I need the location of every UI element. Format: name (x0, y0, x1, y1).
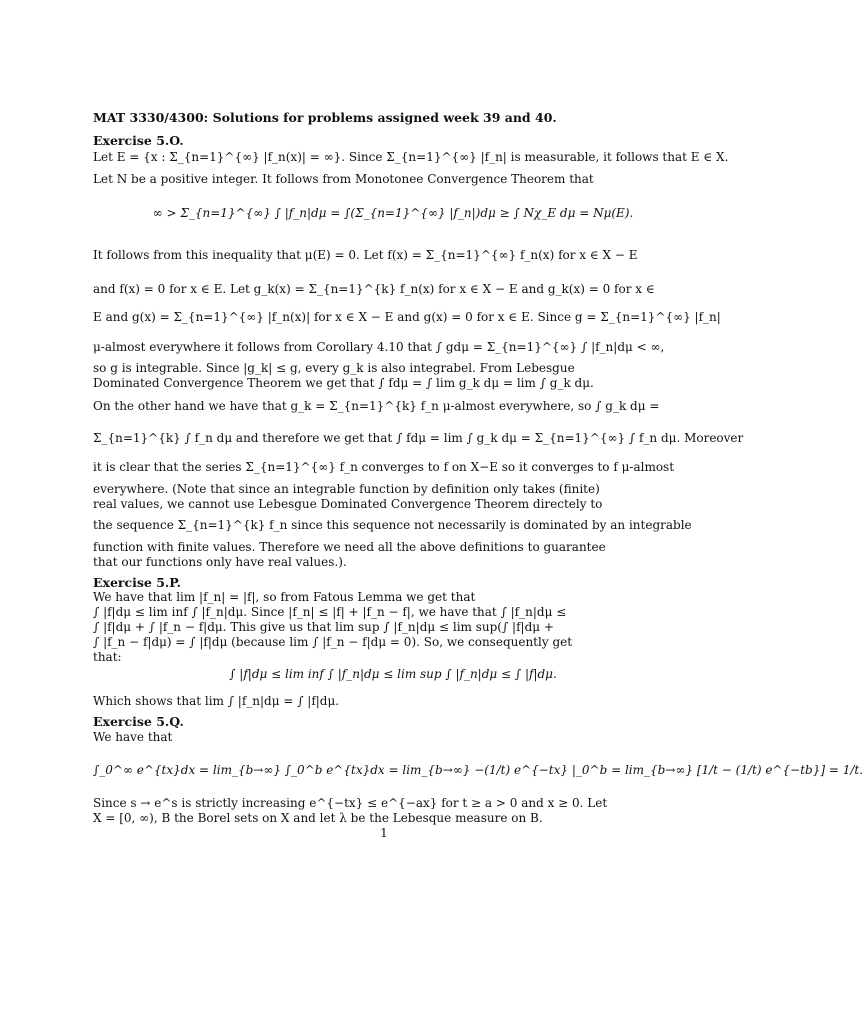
text-line: and f(x) = 0 for x ∈ E. Let g_k(x) = Σ_{n=1}^{k} f_n(x) for x ∈ X − E and g_k(x) = 0 for x ∈ (93, 282, 655, 296)
display-equation: ∞ > Σ_{n=1}^{∞} ∫ |f_n|dμ = ∫(Σ_{n=1}^{∞} |f_n|)dμ ≥ ∫ Nχ_E dμ = Nμ(E). (152, 206, 634, 220)
text-line: it is clear that the series Σ_{n=1}^{∞} f_n converges to f on X−E so it converges to f μ-almost (93, 460, 675, 474)
text-line: Let N be a positive integer. It follows from Monotonee Convergence Theorem that (93, 172, 594, 186)
section-heading: Exercise 5.P. (93, 575, 181, 590)
text-line: function with finite values. Therefore we need all the above definitions to guarantee (93, 540, 606, 554)
text-line: On the other hand we have that g_k = Σ_{n=1}^{k} f_n μ-almost everywhere, so ∫ g_k dμ = (93, 399, 660, 413)
text-line: ∫ |f_n − f|dμ) = ∫ |f|dμ (because lim ∫ |f_n − f|dμ = 0). So, we consequently get (93, 635, 573, 649)
text-line: It follows from this inequality that μ(E) = 0. Let f(x) = Σ_{n=1}^{∞} f_n(x) for x ∈ X − E (93, 248, 638, 262)
text-line: We have that (93, 730, 173, 744)
display-equation: ∫ |f|dμ ≤ lim inf ∫ |f_n|dμ ≤ lim sup ∫ |f_n|dμ ≤ ∫ |f|dμ. (229, 667, 557, 681)
text-line: ∫ |f|dμ + ∫ |f_n − f|dμ. This give us that lim sup ∫ |f_n|dμ ≤ lim sup(∫ |f|dμ + (93, 620, 554, 634)
text-line: Since s → e^s is strictly increasing e^{−tx} ≤ e^{−ax} for t ≥ a > 0 and x ≥ 0. Let (93, 796, 608, 810)
text-line: μ-almost everywhere it follows from Corollary 4.10 that ∫ gdμ = Σ_{n=1}^{∞} ∫ |f_n|dμ < ∞, (93, 340, 665, 354)
page-number: 1 (380, 826, 388, 840)
display-equation: ∫_0^∞ e^{tx}dx = lim_{b→∞} ∫_0^b e^{tx}dx = lim_{b→∞} −(1/t) e^{−tx} |_0^b = lim_{b→∞} [1/t − (1/t) e^{−tb}] = 1/t. (93, 763, 863, 777)
text-line: ∫ |f|dμ ≤ lim inf ∫ |f_n|dμ. Since |f_n| ≤ |f| + |f_n − f|, we have that ∫ |f_n|dμ ≤ (93, 605, 567, 619)
text-line: Let E = {x : Σ_{n=1}^{∞} |f_n(x)| = ∞}. Since Σ_{n=1}^{∞} |f_n| is measurable, it follows that E ∈ X. (93, 150, 729, 164)
text-line: everywhere. (Note that since an integrable function by definition only takes (finite) (93, 482, 600, 496)
text-line: X = [0, ∞), B the Borel sets on X and let λ be the Lebesque measure on B. (93, 811, 543, 825)
text-line: so g is integrable. Since |g_k| ≤ g, every g_k is also integrabel. From Lebesgue (93, 361, 575, 375)
text-line: Dominated Convergence Theorem we get that ∫ fdμ = ∫ lim g_k dμ = lim ∫ g_k dμ. (93, 376, 594, 390)
text-line: Σ_{n=1}^{k} ∫ f_n dμ and therefore we get that ∫ fdμ = lim ∫ g_k dμ = Σ_{n=1}^{∞} ∫ f_n dμ. Moreover (93, 431, 744, 445)
section-heading: Exercise 5.O. (93, 133, 184, 148)
text-line: real values, we cannot use Lebesgue Dominated Convergence Theorem directely to (93, 497, 603, 511)
text-line: We have that lim |f_n| = |f|, so from Fatous Lemma we get that (93, 590, 476, 604)
text-line: the sequence Σ_{n=1}^{k} f_n since this sequence not necessarily is dominated by an integrable (93, 518, 692, 532)
text-line: E and g(x) = Σ_{n=1}^{∞} |f_n(x)| for x ∈ X − E and g(x) = 0 for x ∈ E. Since g = Σ_{n=1}^{∞} |f_n| (93, 310, 721, 324)
text-line: Which shows that lim ∫ |f_n|dμ = ∫ |f|dμ. (93, 694, 340, 708)
text-line: that our functions only have real values.). (93, 555, 347, 569)
text-line: that: (93, 650, 122, 664)
document-title: MAT 3330/4300: Solutions for problems assigned week 39 and 40. (93, 110, 557, 125)
section-heading: Exercise 5.Q. (93, 714, 184, 729)
